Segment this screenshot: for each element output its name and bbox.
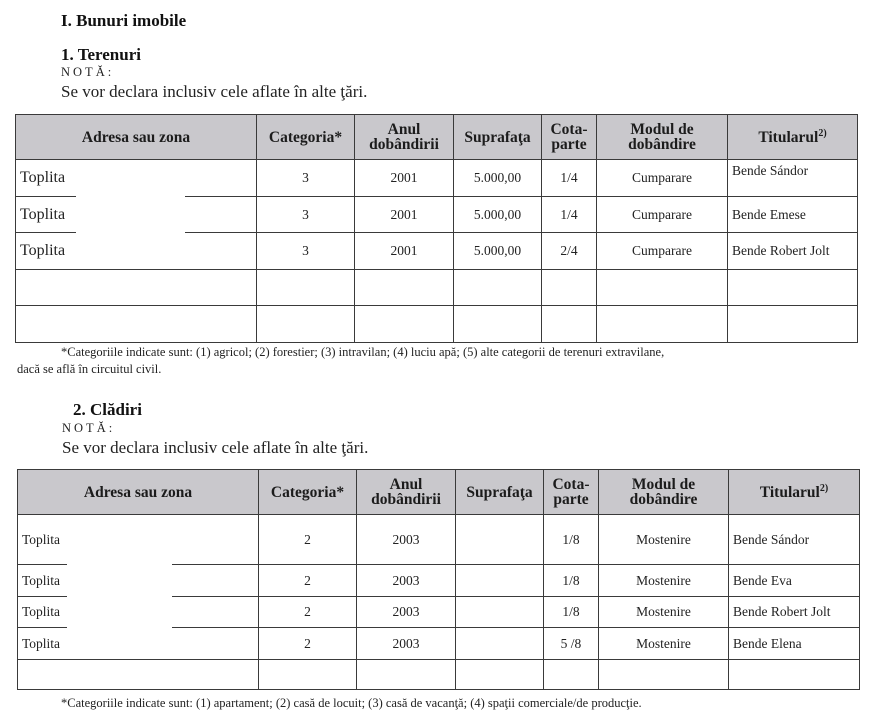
cell-suprafata — [456, 565, 544, 597]
cell-adresa — [16, 270, 257, 306]
cell-adresa: Toplita — [16, 160, 257, 197]
cell-adresa — [18, 660, 259, 690]
cell-anul: 2001 — [355, 197, 454, 233]
terenuri-nota-label: NOTĂ: — [61, 65, 115, 79]
terenuri-nota-text: Se vor declara inclusiv cele aflate în alte ţări. — [61, 82, 368, 101]
terenuri-footnote-line2: dacă se află în circuitul civil. — [17, 362, 162, 376]
cell-modul-dobandire — [597, 270, 728, 306]
cell-adresa: Toplita — [16, 233, 257, 270]
cell-categoria: 2 — [259, 597, 357, 628]
cladiri-nota-label: NOTĂ: — [62, 421, 116, 435]
header-adresa: Adresa sau zona — [18, 470, 259, 515]
cell-modul-dobandire: Cumparare — [597, 160, 728, 197]
cell-modul-dobandire — [597, 306, 728, 343]
header-titularul: Titularul$^{2)}$ — [728, 115, 858, 160]
cell-anul — [355, 270, 454, 306]
cell-cota-parte — [542, 270, 597, 306]
cell-cota-parte: 1/8 — [544, 597, 599, 628]
cell-categoria: 3 — [257, 160, 355, 197]
cell-suprafata: 5.000,00 — [454, 197, 542, 233]
header-adresa: Adresa sau zona — [16, 115, 257, 160]
terenuri-title: 1. Terenuri — [61, 45, 141, 64]
cell-titular: Bende Elena — [729, 628, 860, 660]
cell-modul-dobandire: Cumparare — [597, 197, 728, 233]
cell-modul-dobandire: Mostenire — [599, 597, 729, 628]
header-categoria: Categoria* — [257, 115, 355, 160]
cell-titular — [728, 306, 858, 343]
cell-categoria — [257, 270, 355, 306]
header-cota: Cota- parte — [544, 470, 599, 515]
cell-suprafata — [456, 628, 544, 660]
cell-cota-parte: 1/8 — [544, 565, 599, 597]
cell-cota-parte: 1/4 — [542, 160, 597, 197]
redaction-block — [67, 518, 172, 658]
cell-categoria — [259, 660, 357, 690]
header-modul: Modul de dobândire — [599, 470, 729, 515]
cell-anul — [355, 306, 454, 343]
cell-adresa: Toplita — [18, 515, 259, 565]
cell-adresa: Toplita — [18, 597, 259, 628]
cell-cota-parte: 2/4 — [542, 233, 597, 270]
cell-anul: 2003 — [357, 597, 456, 628]
cell-cota-parte: 5 /8 — [544, 628, 599, 660]
cell-anul — [357, 660, 456, 690]
cell-modul-dobandire — [599, 660, 729, 690]
cell-adresa: Toplita — [18, 565, 259, 597]
cell-suprafata: 5.000,00 — [454, 160, 542, 197]
header-anul: Anul dobândirii — [355, 115, 454, 160]
redaction-block — [76, 162, 185, 268]
cell-cota-parte — [542, 306, 597, 343]
cell-adresa — [16, 306, 257, 343]
cell-modul-dobandire: Cumparare — [597, 233, 728, 270]
cell-titular: Bende Eva — [729, 565, 860, 597]
cell-suprafata: 5.000,00 — [454, 233, 542, 270]
cell-cota-parte — [544, 660, 599, 690]
terenuri-footnote — [17, 344, 867, 378]
cell-categoria: 2 — [259, 565, 357, 597]
cell-suprafata — [454, 270, 542, 306]
cell-titular: Bende Sándor — [729, 515, 860, 565]
table-row — [18, 660, 860, 690]
header-anul: Anul dobândirii — [357, 470, 456, 515]
cell-modul-dobandire: Mostenire — [599, 628, 729, 660]
cell-titular: Bende Robert Jolt — [728, 233, 858, 270]
table-row — [16, 306, 858, 343]
cell-adresa: Toplita — [18, 628, 259, 660]
cell-cota-parte: 1/8 — [544, 515, 599, 565]
cell-modul-dobandire: Mostenire — [599, 565, 729, 597]
table-row — [16, 270, 858, 306]
section-title: I. Bunuri imobile — [61, 11, 187, 30]
cell-titular: Bende Robert Jolt — [729, 597, 860, 628]
cell-categoria: 2 — [259, 515, 357, 565]
cell-suprafata — [456, 515, 544, 565]
cell-anul: 2003 — [357, 515, 456, 565]
cladiri-footnote: *Categoriile indicate sunt: (1) apartament; (2) casă de locuit; (3) casă de vacanţă; (4) spaţii comerciale/de producţie. — [61, 696, 642, 710]
cell-suprafata — [456, 660, 544, 690]
cell-categoria: 3 — [257, 233, 355, 270]
cell-categoria: 2 — [259, 628, 357, 660]
cell-suprafata — [454, 306, 542, 343]
cell-titular: Bende Sándor — [728, 160, 858, 197]
cell-titular — [728, 270, 858, 306]
table-header-row — [18, 470, 860, 515]
table-header-row — [16, 115, 858, 160]
header-suprafata: Suprafaţa — [456, 470, 544, 515]
cladiri-title: 2. Clădiri — [73, 400, 142, 419]
cell-adresa: Toplita — [16, 197, 257, 233]
cell-categoria — [257, 306, 355, 343]
header-titularul: Titularul$^{2)}$ — [729, 470, 860, 515]
terenuri-footnote-line1: *Categoriile indicate sunt: (1) agricol; (2) forestier; (3) intravilan; (4) luciu apă; (5) alte categorii de terenuri extravilane, — [61, 345, 665, 359]
cell-anul: 2001 — [355, 233, 454, 270]
cell-modul-dobandire: Mostenire — [599, 515, 729, 565]
cell-anul: 2001 — [355, 160, 454, 197]
cell-cota-parte: 1/4 — [542, 197, 597, 233]
header-cota: Cota- parte — [542, 115, 597, 160]
cladiri-nota-text: Se vor declara inclusiv cele aflate în alte ţări. — [62, 438, 369, 457]
cell-titular — [729, 660, 860, 690]
cell-suprafata — [456, 597, 544, 628]
cell-categoria: 3 — [257, 197, 355, 233]
header-modul: Modul de dobândire — [597, 115, 728, 160]
header-categoria: Categoria* — [259, 470, 357, 515]
cell-anul: 2003 — [357, 628, 456, 660]
header-suprafata: Suprafaţa — [454, 115, 542, 160]
cell-titular: Bende Emese — [728, 197, 858, 233]
cell-anul: 2003 — [357, 565, 456, 597]
